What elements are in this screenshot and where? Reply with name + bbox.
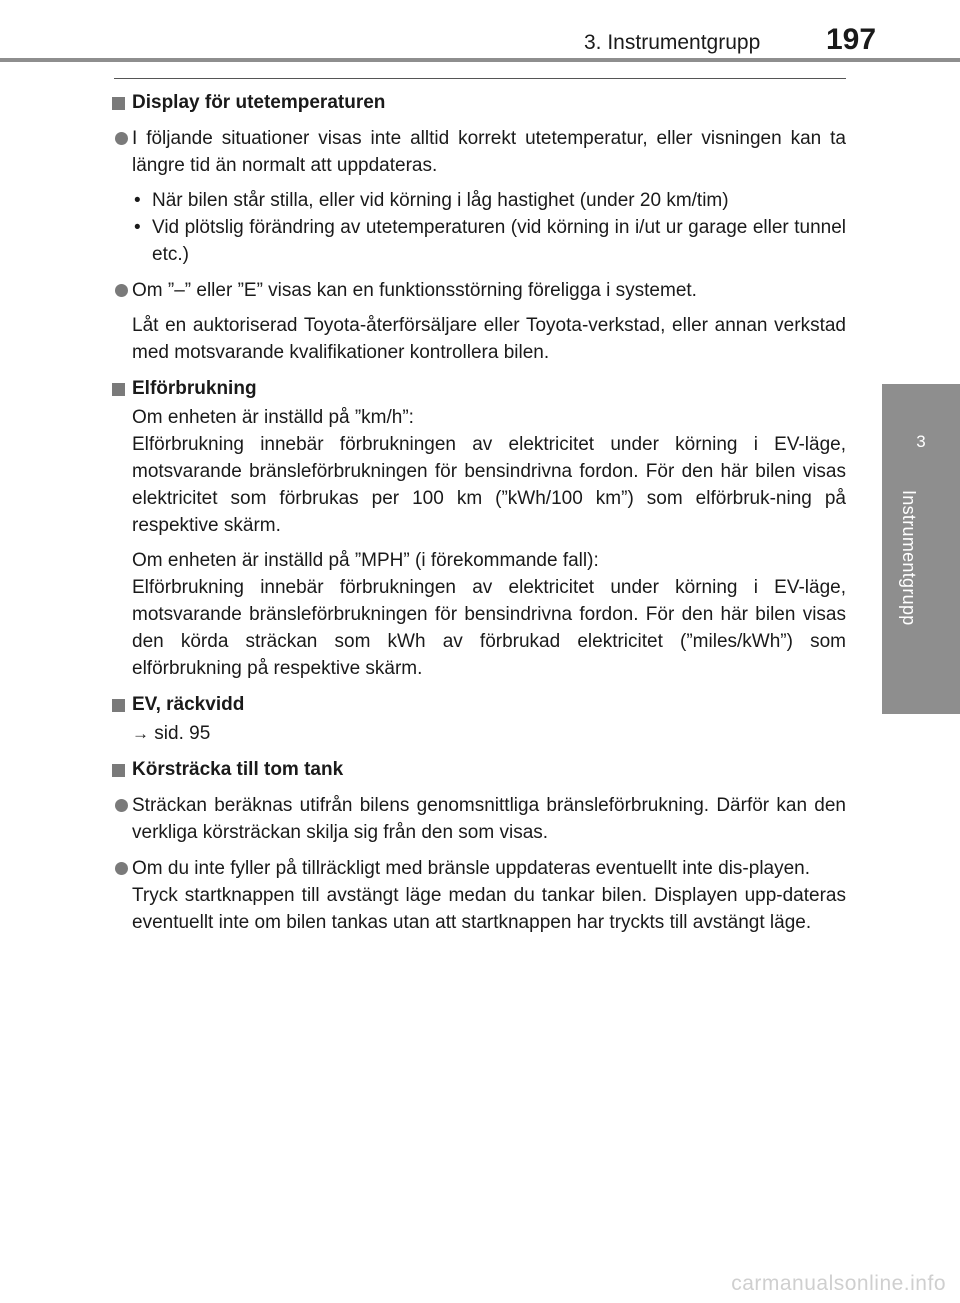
item-text: Sträckan beräknas utifrån bilens genomsnittliga bränsleförbrukning. Därför kan den verkliga körsträckan skilja sig från den som visas. — [132, 795, 846, 843]
page-reference-text: sid. 95 — [154, 723, 211, 744]
section-heading — [108, 756, 846, 783]
chapter-side-tab — [882, 384, 960, 714]
paragraph-lead: Om enheten är inställd på ”km/h”: — [132, 407, 414, 428]
page-number: 197 — [826, 23, 877, 56]
section-electricity-consumption — [108, 375, 846, 682]
list-item — [108, 792, 846, 846]
section-heading — [108, 375, 846, 402]
paragraph: Elförbrukning innebär förbrukningen av elektricitet under körning i EV-läge, motsvarande bränsleförbrukningen för bensindrivna fordon. För den här bilen visas elektricitet som förbrukas per 100 km (”kWh/100 km”) som elförbruk-ning på respektive skärm. — [132, 434, 846, 536]
section-title: EV, räckvidd — [132, 694, 245, 715]
list-item — [108, 125, 846, 268]
page-reference[interactable] — [108, 720, 846, 747]
paragraph: Låt en auktoriserad Toyota-återförsäljare eller Toyota-verkstad, eller annan verkstad med motsvarande kvalifikationer kontrollera bilen. — [132, 315, 846, 363]
section-ev-range — [108, 691, 846, 747]
item-text: I följande situationer visas inte alltid korrekt utetemperatur, eller visningen kan ta längre tid än normalt att uppdateras. — [132, 128, 846, 176]
chapter-tab-number: 3 — [916, 432, 926, 451]
sub-list-item: • När bilen står stilla, eller vid körning i låg hastighet (under 20 km/tim) — [132, 187, 846, 214]
item-text: Tryck startknappen till avstängt läge medan du tankar bilen. Displayen upp-dateras eventuellt inte om bilen tankas utan att startknappen har tryckts till avstängt läge. — [132, 885, 846, 933]
square-bullet-icon — [112, 764, 125, 777]
sub-list-item: • Vid plötslig förändring av utetemperaturen (vid körning in i/ut ur garage eller tunnel etc.) — [132, 214, 846, 268]
item-text: Om du inte fyller på tillräckligt med bränsle uppdateras eventuellt inte dis-playen. — [132, 858, 811, 879]
paragraph-lead: Om enheten är inställd på ”MPH” (i förekommande fall): — [132, 550, 599, 571]
section-heading — [108, 691, 846, 718]
list-item — [108, 277, 846, 304]
page-header — [0, 0, 960, 62]
watermark: carmanualsonline.info — [731, 1272, 946, 1295]
square-bullet-icon — [112, 383, 125, 396]
square-bullet-icon — [112, 97, 125, 110]
section-title: Display för utetemperaturen — [132, 92, 386, 113]
header-rule — [0, 58, 960, 62]
sub-list — [132, 187, 846, 268]
section-title: Körsträcka till tom tank — [132, 759, 344, 780]
list-item — [108, 855, 846, 936]
content-top-rule — [114, 78, 846, 79]
section-outdoor-temperature — [108, 89, 846, 366]
chapter-tab-label: Instrumentgrupp — [899, 490, 919, 626]
item-text: Om ”–” eller ”E” visas kan en funktionsstörning föreligga i systemet. — [132, 280, 697, 301]
arrow-right-icon: → — [132, 724, 149, 743]
paragraph: Elförbrukning innebär förbrukningen av elektricitet under körning i EV-läge, motsvarande bränsleförbrukningen för bensindrivna fordon. För den här bilen visas den körda sträckan som kWh av förbrukad elektricitet (”miles/kWh”) som elförbrukning på respektive skärm. — [132, 577, 846, 679]
page-content — [108, 78, 846, 936]
section-distance-to-empty — [108, 756, 846, 936]
section-heading — [108, 89, 846, 116]
square-bullet-icon — [112, 699, 125, 712]
chapter-title: 3. Instrumentgrupp — [584, 31, 761, 54]
section-title: Elförbrukning — [132, 378, 257, 399]
